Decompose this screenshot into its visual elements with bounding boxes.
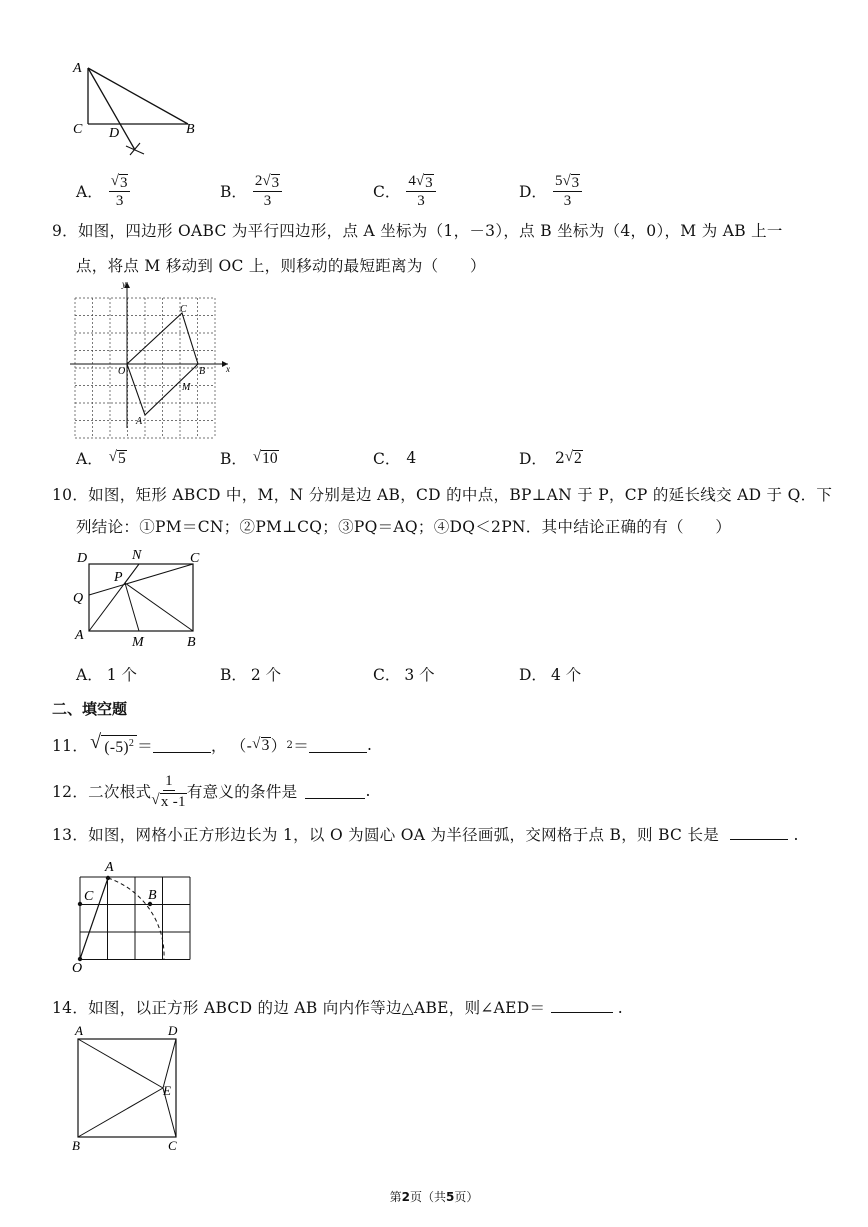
q14-label-d: D: [168, 1023, 178, 1038]
q14-text: 14．如图，以正方形 ABCD 的边 AB 向内作等边△ABE，则∠AED＝ .: [52, 999, 624, 1017]
answer-blank-1[interactable]: [153, 738, 211, 753]
q10-choice-d[interactable]: D． 4 个: [519, 666, 582, 684]
q10-choice-a[interactable]: A． 1 个: [76, 666, 137, 684]
section-heading-fill-in: 二、填空题: [52, 700, 128, 718]
q13-figure: [68, 855, 198, 975]
q9-text-line1: 9．如图，四边形 OABC 为平行四边形，点 A 坐标为（1，－3），点 B 坐标为（4，0），M 为 AB 上一: [52, 222, 783, 240]
q9-axis-x: x: [226, 364, 230, 374]
q9-label-o: O: [118, 366, 126, 377]
q8-choice-b[interactable]: B． 2 √ 3 3: [220, 172, 282, 210]
q10-label-q: Q: [73, 591, 84, 606]
q10-label-p: P: [114, 570, 123, 585]
page-footer: 第2页（共5页）: [389, 1190, 479, 1204]
q9-label-c: C: [180, 304, 187, 315]
q10-text-line2: 列结论：①PM＝CN；②PM⊥CQ；③PQ＝AQ；④DQ＜2PN．其中结论正确的有（ ）: [76, 518, 732, 536]
q9-text-line2: 点，将点 M 移动到 OC 上，则移动的最短距离为（ ）: [76, 257, 486, 275]
q13-label-b: B: [148, 888, 157, 903]
q9-choice-b[interactable]: B． √ 10: [220, 449, 278, 468]
q8-choice-a[interactable]: A． √ 3 3: [76, 172, 130, 210]
q13-label-c: C: [84, 889, 94, 904]
q9-label-b: B: [199, 366, 206, 377]
answer-blank-4[interactable]: [730, 825, 788, 840]
answer-blank-3[interactable]: [305, 784, 365, 799]
q13-text: 13．如图，网格小正方形边长为 1，以 O 为圆心 OA 为半径画弧，交网格于点 B，则 BC 长是 .: [52, 826, 799, 844]
q14-label-e: E: [163, 1083, 171, 1098]
q10-label-m: M: [132, 635, 144, 650]
fraction: 5 √ 3 3: [553, 172, 582, 210]
fraction: 4 √ 3 3: [406, 172, 435, 210]
q9-choice-d[interactable]: D． 2 √ 2: [519, 449, 582, 468]
q10-label-a: A: [75, 628, 84, 643]
q13-label-a: A: [105, 860, 114, 875]
fig8-label-d: D: [109, 126, 120, 141]
fraction: √ 3 3: [109, 172, 131, 210]
q10-label-b: B: [187, 635, 196, 650]
q10-choice-b[interactable]: B． 2 个: [220, 666, 282, 684]
q8-choice-c[interactable]: C． 4 √ 3 3: [373, 172, 436, 210]
q8-figure: [60, 55, 220, 165]
q10-label-d: D: [77, 551, 88, 566]
fig8-label-c: C: [73, 122, 83, 137]
fraction: 1 √ x -1: [151, 773, 186, 810]
q10-label-c: C: [190, 551, 200, 566]
fig8-label-b: B: [186, 122, 195, 137]
fraction: 2 √ 3 3: [253, 172, 282, 210]
q11-line: 11． √ $(-5)^2$ ＝ ， （- √ 3 ） 2 ＝ .: [52, 731, 373, 757]
q9-label-a: A: [136, 416, 143, 427]
q13-label-o: O: [72, 961, 83, 976]
q10-label-n: N: [132, 548, 142, 563]
answer-blank-2[interactable]: [309, 738, 367, 753]
fig8-label-a: A: [73, 61, 82, 76]
q14-label-c: C: [168, 1138, 177, 1153]
q14-label-b: B: [72, 1138, 80, 1153]
answer-blank-5[interactable]: [551, 998, 613, 1013]
q14-figure: [62, 1022, 192, 1157]
q9-choice-c[interactable]: C． 4: [373, 449, 417, 468]
q14-label-a: A: [75, 1023, 83, 1038]
q8-choice-d[interactable]: D． 5 √ 3 3: [519, 172, 582, 210]
q9-figure: [70, 278, 240, 438]
q10-text-line1: 10．如图，矩形 ABCD 中，M，N 分别是边 AB，CD 的中点，BP⊥AN 于 P，CP 的延长线交 AD 于 Q．下: [52, 486, 833, 504]
q12-line: 12．二次根式 1 √ x -1 有意义的条件是 .: [52, 773, 371, 810]
q10-choice-c[interactable]: C． 3 个: [373, 666, 435, 684]
q9-choice-a[interactable]: A． √ 5: [76, 449, 126, 468]
q9-axis-y: y: [122, 279, 126, 289]
q10-figure: [70, 545, 220, 655]
q9-label-m: M: [182, 382, 191, 393]
